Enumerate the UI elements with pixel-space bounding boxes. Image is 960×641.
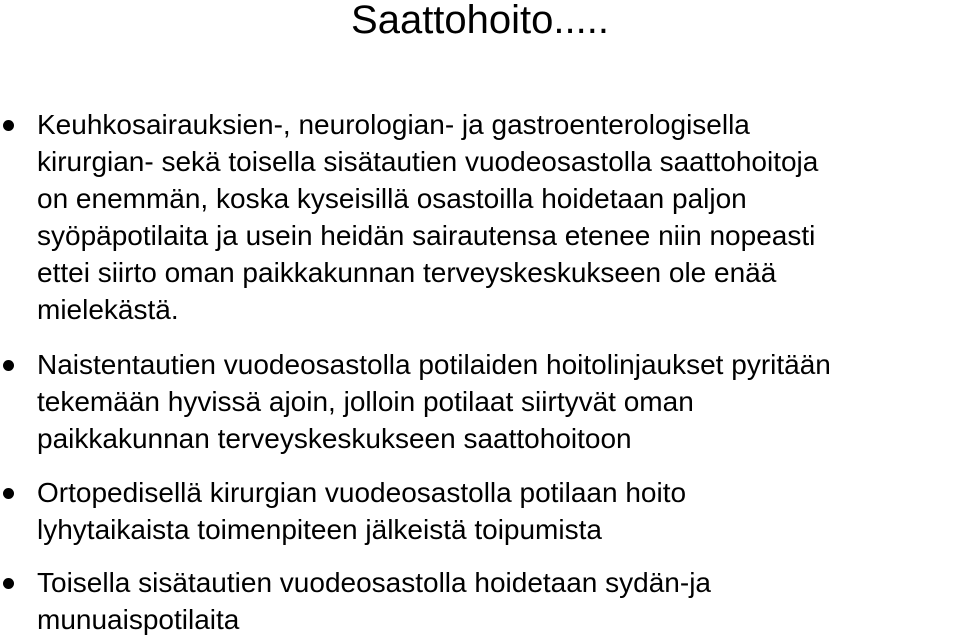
bullet-dot — [3, 120, 14, 131]
bullet-dot — [3, 360, 14, 371]
bullet-text: Toisella sisätautien vuodeosastolla hoidetaan sydän-ja munuaispotilaita — [37, 567, 711, 635]
bullet-dot — [3, 488, 14, 499]
bullet-text: Keuhkosairauksien-, neurologian- ja gastroenterologisella kirurgian- sekä toisella sisätautien vuodeosastolla saattohoitoja on enemmän, koska kyseisillä osastoilla hoidetaan paljon syöpäpotilaita ja usein heidän sairautensa etenee niin nopeasti ettei siirto oman paikkakunnan terveyskeskukseen ole enää mielekästä. — [37, 109, 819, 325]
bullet-dot — [3, 578, 14, 589]
slide-title: Saattohoito..... — [351, 0, 609, 42]
bullet-text: Ortopedisellä kirurgian vuodeosastolla potilaan hoito lyhytaikaista toimenpiteen jälkeistä toipumista — [37, 477, 687, 545]
bullet-text: Naistentautien vuodeosastolla potilaiden hoitolinjaukset pyritään tekemään hyvissä ajoin, jolloin potilaat siirtyvät oman paikkakunnan terveyskeskukseen saattohoitoon — [37, 349, 831, 454]
